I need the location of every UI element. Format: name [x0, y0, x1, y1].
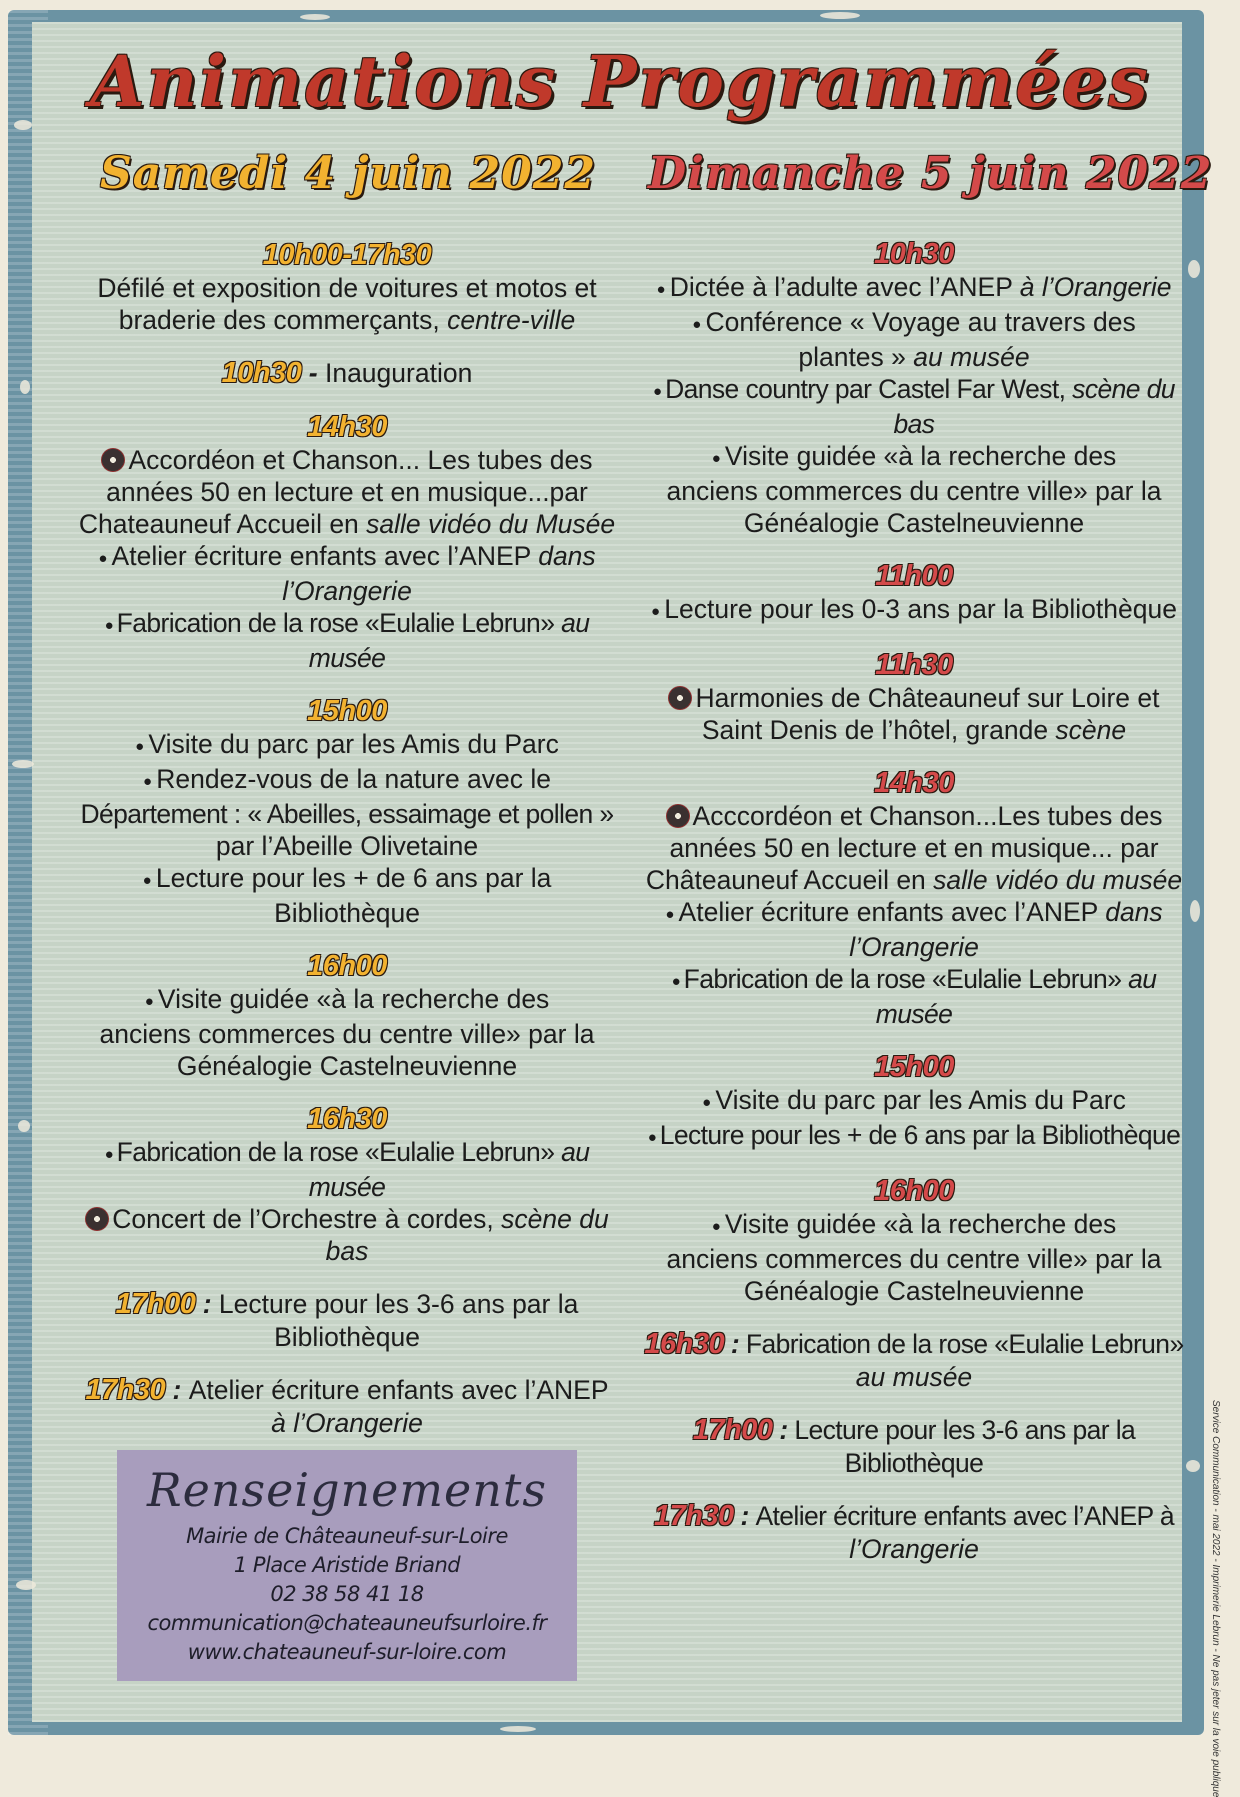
time-label: 16h30	[644, 1328, 725, 1360]
vinyl-disc-icon	[85, 1207, 109, 1231]
worn-speck	[500, 1726, 536, 1732]
event-text: 10h30 - Inauguration	[221, 357, 473, 389]
event-text: anciens commerces du centre ville» par la	[99, 1019, 595, 1049]
event-text: l’Orangerie	[849, 1534, 979, 1564]
event-text: braderie des commerçants, centre-ville	[118, 305, 576, 335]
time-label: 16h30	[307, 1103, 387, 1135]
time-label: 15h00	[874, 1051, 954, 1083]
time-label: 15h00	[307, 695, 387, 727]
time-label: 14h30	[874, 767, 954, 799]
event-text: Accordéon et Chanson... Les tubes des	[72, 444, 622, 476]
event-text: plantes » au musée	[798, 342, 1030, 372]
event-text: Bibliothèque	[274, 1322, 420, 1352]
day-title-saturday: Samedi 4 juin 2022	[100, 148, 596, 199]
page-title: Animations Programmées	[90, 40, 1150, 123]
worn-speck	[18, 1120, 30, 1132]
vinyl-disc-icon	[101, 448, 125, 472]
saturday-column	[72, 238, 622, 1439]
schedule-block	[72, 1287, 622, 1353]
event-text: ● Atelier écriture enfants avec l’ANEP dans	[636, 896, 1192, 931]
event-text: anciens commerces du centre ville» par la	[666, 476, 1162, 506]
event-text: par l’Abeille Olivetaine	[215, 831, 479, 861]
info-phone: 02 38 58 41 18	[270, 1582, 424, 1606]
info-address-name: Mairie de Châteauneuf-sur-Loire	[186, 1524, 508, 1548]
event-text: Châteauneuf Accueil en salle vidéo du musée	[645, 865, 1183, 895]
event-text: ● Conférence « Voyage au travers des	[636, 306, 1192, 341]
event-text: Concert de l’Orchestre à cordes, scène du bas	[72, 1203, 622, 1267]
schedule-block	[72, 410, 622, 674]
time-label: 16h00	[307, 950, 387, 982]
event-text: 17h30 : Atelier écriture enfants avec l’ANEP à	[653, 1500, 1175, 1532]
time-label: 17h30	[653, 1500, 734, 1532]
event-text: Généalogie Castelneuvienne	[743, 508, 1085, 538]
event-text: Saint Denis de l’hôtel, grande scène	[701, 715, 1127, 745]
event-text: ● Fabrication de la rose «Eulalie Lebrun» au musée	[72, 1136, 622, 1203]
event-text: Bibliothèque	[274, 898, 420, 928]
event-text: ● Danse country par Castel Far West, scène du bas	[636, 373, 1192, 440]
event-text: ● Visite guidée «à la recherche des	[72, 983, 622, 1018]
info-email-link[interactable]: communication@chateauneufsurloire.fr	[147, 1611, 547, 1635]
day-title-sunday: Dimanche 5 juin 2022	[648, 148, 1213, 199]
event-text: ● Lecture pour les + de 6 ans par la Bibliothèque	[636, 1119, 1192, 1154]
schedule-block	[72, 949, 622, 1082]
worn-speck	[20, 380, 30, 394]
event-text: 16h30 : Fabrication de la rose «Eulalie Lebrun»	[644, 1328, 1184, 1360]
event-text: Bibliothèque	[844, 1448, 984, 1478]
schedule-block	[636, 237, 1192, 539]
info-website-link[interactable]: www.chateauneuf-sur-loire.com	[187, 1640, 507, 1664]
event-text: Généalogie Castelneuvienne	[176, 1051, 518, 1081]
event-text: anciens commerces du centre ville» par la	[666, 1244, 1162, 1274]
schedule-block	[636, 1174, 1192, 1307]
schedule-block	[636, 1413, 1192, 1479]
event-text: ● Lecture pour les 0-3 ans par la Bibliothèque	[636, 593, 1192, 628]
event-text: ● Visite guidée «à la recherche des	[636, 440, 1192, 475]
info-title: Renseignements	[147, 1463, 547, 1517]
time-label: 10h30	[874, 238, 954, 270]
event-text: ● Visite du parc par les Amis du Parc	[636, 1084, 1192, 1119]
event-text: Généalogie Castelneuvienne	[743, 1276, 1085, 1306]
event-text: 17h00 : Lecture pour les 3-6 ans par la	[692, 1414, 1136, 1446]
time-label: 17h00	[692, 1414, 773, 1446]
schedule-block	[636, 1327, 1192, 1393]
event-text: Harmonies de Châteauneuf sur Loire et	[636, 682, 1192, 714]
event-text: ● Visite du parc par les Amis du Parc	[72, 728, 622, 763]
event-text: Département : « Abeilles, essaimage et pollen »	[80, 799, 614, 829]
schedule-block	[636, 1499, 1192, 1565]
event-text: 17h00 : Lecture pour les 3-6 ans par la	[115, 1288, 579, 1320]
time-label: 11h00	[875, 560, 953, 592]
schedule-block	[636, 766, 1192, 1030]
schedule-block	[72, 694, 622, 929]
event-text: années 50 en lecture et en musique...par	[106, 477, 588, 507]
event-text: l’Orangerie	[282, 576, 412, 606]
info-address-street: 1 Place Aristide Briand	[233, 1553, 461, 1577]
time-label: 10h00-17h30	[262, 239, 432, 271]
schedule-block	[72, 1102, 622, 1267]
schedule-block	[636, 648, 1192, 746]
event-text: à l’Orangerie	[271, 1408, 423, 1438]
time-label: 16h00	[874, 1175, 954, 1207]
event-text: ● Fabrication de la rose «Eulalie Lebrun» au musée	[636, 963, 1192, 1030]
time-label: 17h00	[115, 1288, 196, 1320]
sunday-column	[636, 237, 1192, 1565]
event-text: ● Lecture pour les + de 6 ans par la	[72, 862, 622, 897]
worn-speck	[820, 12, 860, 19]
event-text: ● Atelier écriture enfants avec l’ANEP dans	[72, 540, 622, 575]
worn-speck	[12, 760, 34, 768]
schedule-block	[72, 356, 622, 390]
worn-speck	[16, 1580, 36, 1590]
schedule-block	[636, 1050, 1192, 1154]
vinyl-disc-icon	[668, 686, 692, 710]
schedule-block	[636, 559, 1192, 628]
info-box	[117, 1450, 577, 1681]
event-text: ● Dictée à l’adulte avec l’ANEP à l’Orangerie	[636, 271, 1192, 306]
event-text: Défilé et exposition de voitures et motos et	[97, 273, 597, 303]
time-label: 17h30	[85, 1374, 166, 1406]
event-text: ● Visite guidée «à la recherche des	[636, 1208, 1192, 1243]
schedule-block	[72, 238, 622, 336]
event-text: l’Orangerie	[849, 932, 979, 962]
print-credit: Service Communication - mai 2022 - Imprimerie Lebrun - Ne pas jeter sur la voie publique	[1210, 1400, 1221, 1797]
worn-speck	[300, 14, 330, 20]
event-text: Acccordéon et Chanson...Les tubes des	[636, 800, 1192, 832]
event-text: 17h30 : Atelier écriture enfants avec l’ANEP	[85, 1374, 609, 1406]
event-text: au musée	[855, 1362, 973, 1392]
time-label: 10h30	[221, 357, 302, 389]
event-text: ● Rendez-vous de la nature avec le	[72, 763, 622, 798]
event-text: Chateauneuf Accueil en salle vidéo du Musée	[78, 509, 616, 539]
time-label: 14h30	[307, 411, 387, 443]
event-text: années 50 en lecture et en musique... par	[669, 833, 1159, 863]
event-text: ● Fabrication de la rose «Eulalie Lebrun» au musée	[72, 607, 622, 674]
schedule-block	[72, 1373, 622, 1439]
time-label: 11h30	[875, 649, 953, 681]
vinyl-disc-icon	[666, 804, 690, 828]
